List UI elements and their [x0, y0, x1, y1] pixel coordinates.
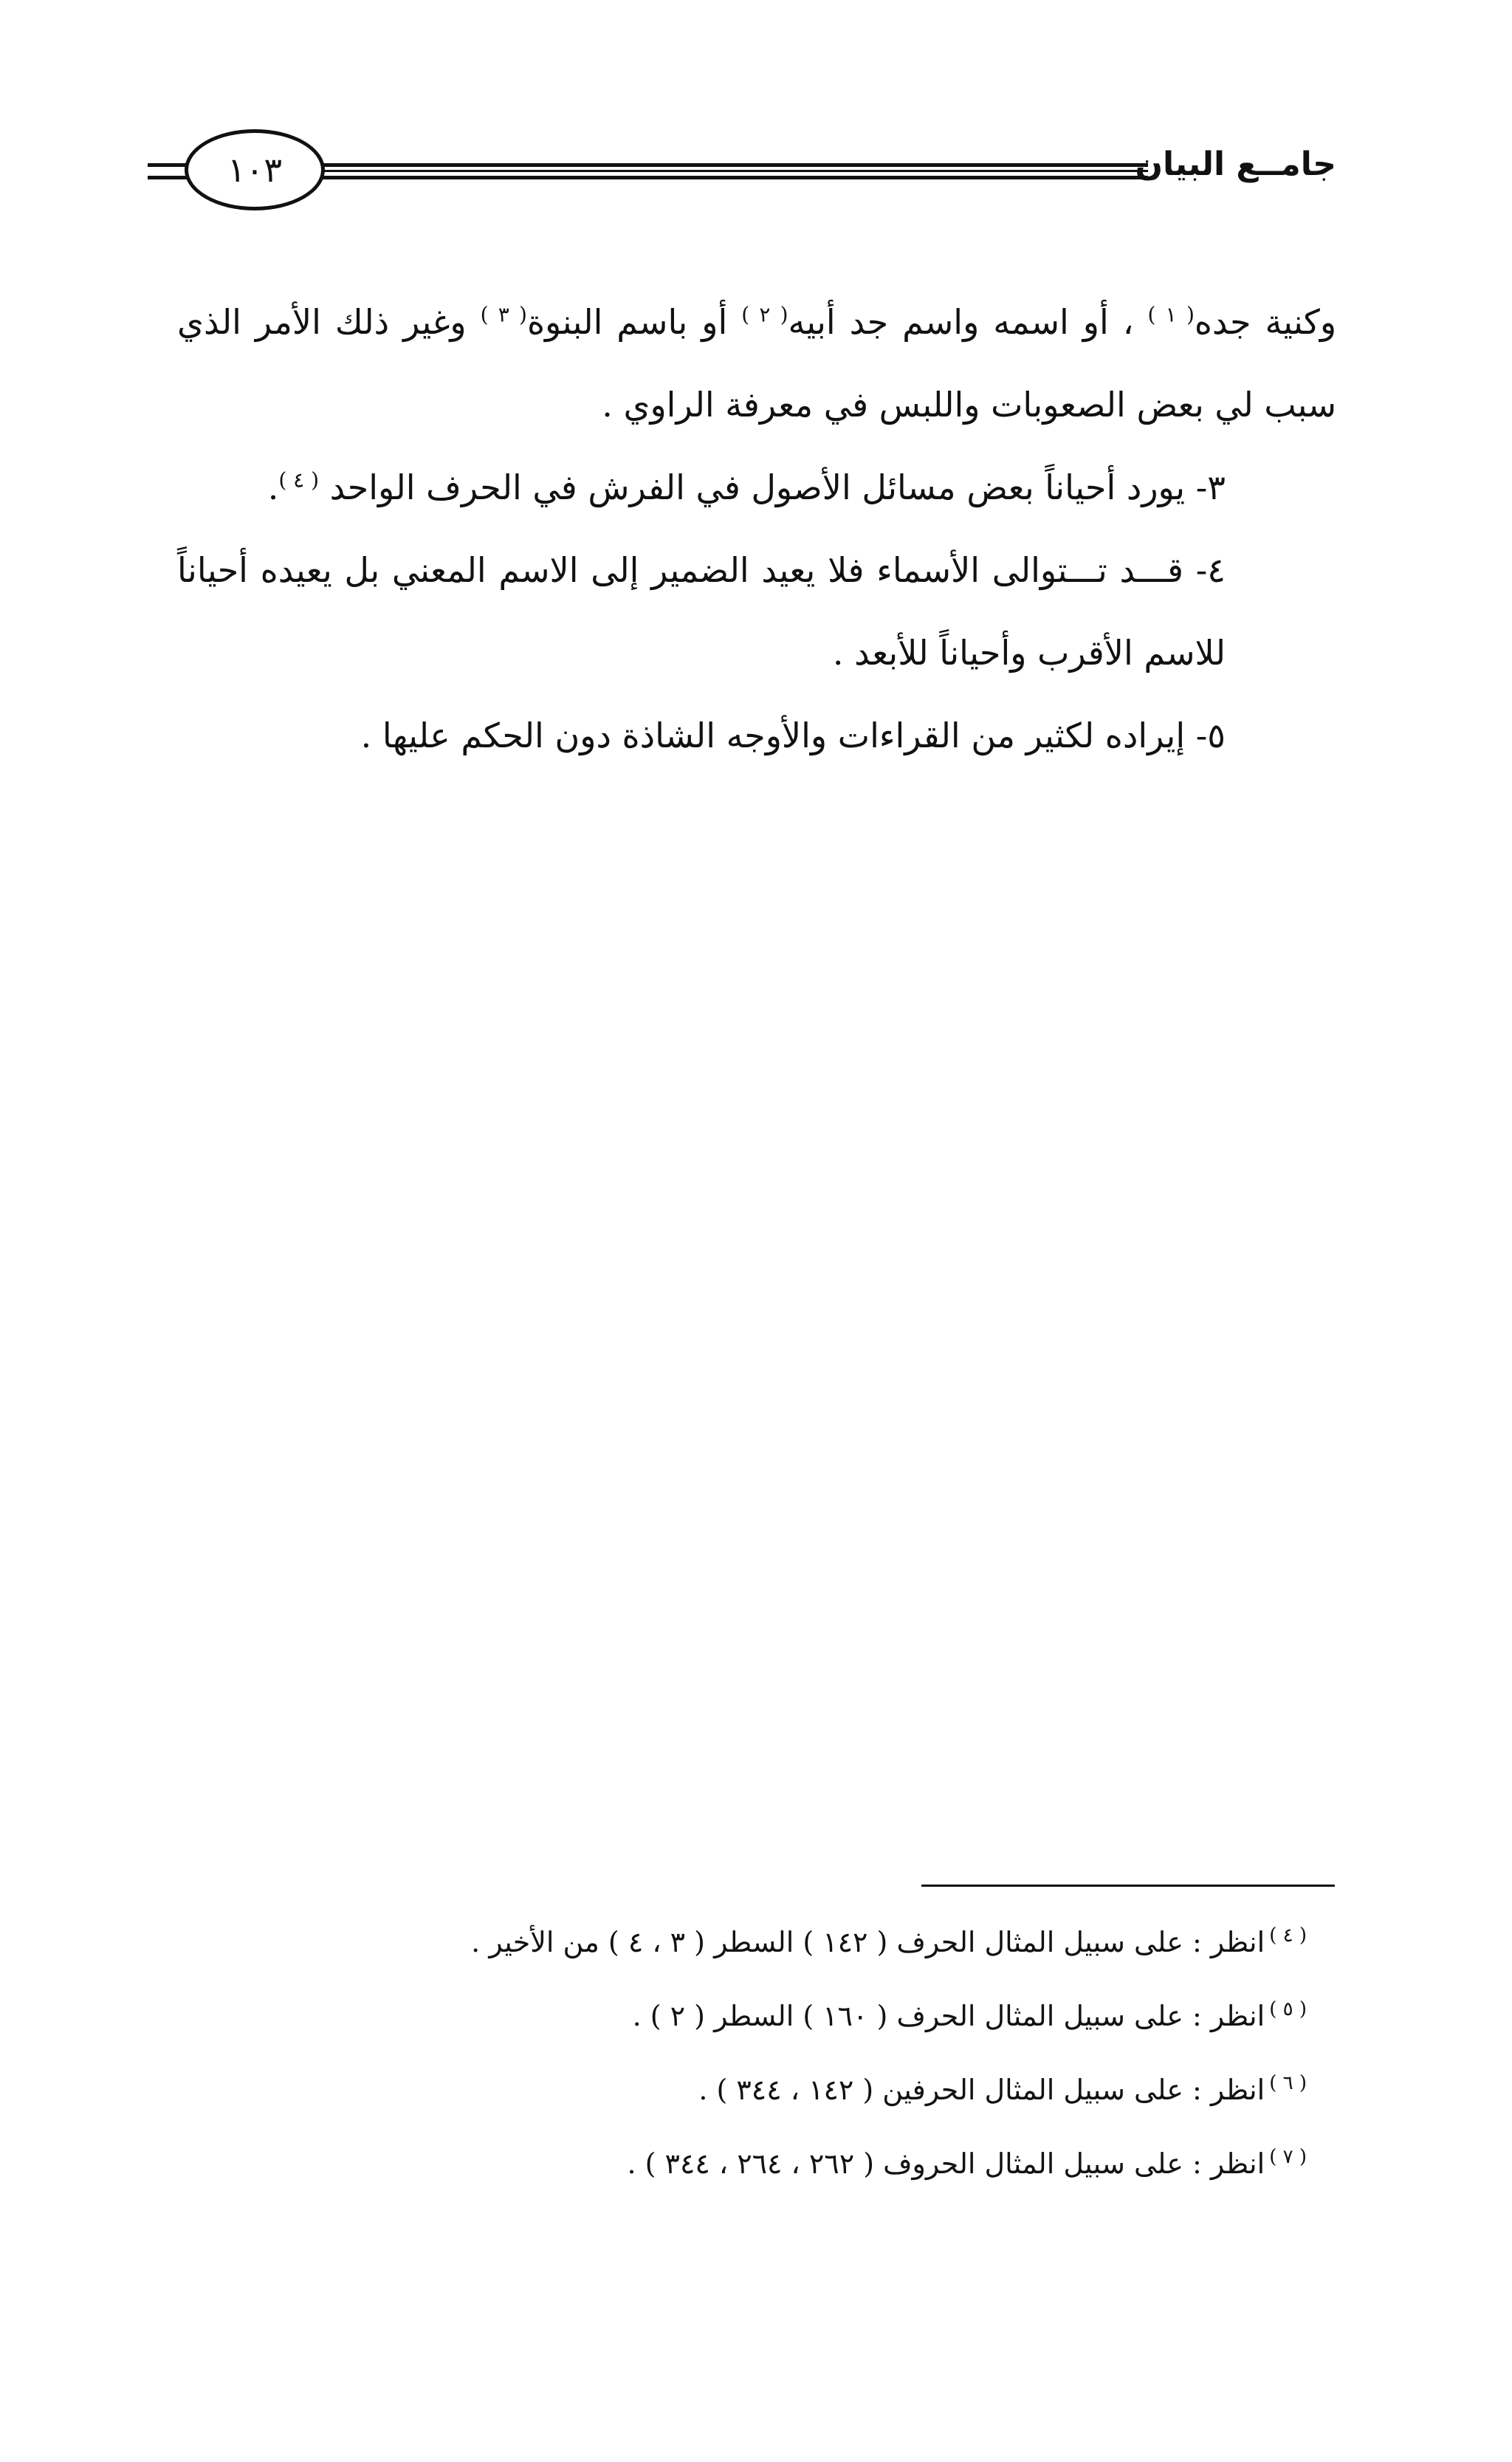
page-header — [148, 129, 1336, 218]
footnote-number: ( ٦ ) — [1269, 2072, 1307, 2095]
footnote — [369, 1979, 1307, 2053]
footnote-number: ( ٥ ) — [1269, 1998, 1307, 2021]
footnotes — [369, 1905, 1307, 2201]
footnote-ref: ( ٣ ) — [480, 302, 527, 327]
list-item-4: ٤- قـــد تـــتوالى الأسماء فلا يعيد الضمير إلى الاسم المعني بل يعيده أحياناً للاسم الأقرب وأحياناً للأبعد . — [177, 550, 1226, 673]
footnote — [369, 2127, 1307, 2201]
footnote-ref: ( ٢ ) — [741, 302, 788, 327]
footnote-separator — [921, 1885, 1335, 1887]
footnote-ref: ( ٤ ) — [278, 467, 320, 493]
running-title: جامــع البيان — [1135, 145, 1336, 183]
body-text — [177, 281, 1336, 777]
paragraph-continuation: وكنية جده$^{( ١ )}$ ، أو اسمه واسم جد أبيه$^{( ٢ )}$ أو باسم البنوة$^{( ٣ )}$ وغير ذلك الأمر الذي سبب لي بعض الصعوبات واللبس في معرفة الراوي . — [177, 302, 1337, 425]
footnote-text: انظر : على سبيل المثال الحرفين ( ١٤٢ ، ٣٤٤ ) . — [698, 2074, 1265, 2106]
list-item-5: ٥- إيراده لكثير من القراءات والأوجه الشاذة دون الحكم عليها . — [360, 716, 1226, 755]
footnote-text: انظر : على سبيل المثال الحرف ( ١٦٠ ) السطر ( ٢ ) . — [632, 2000, 1265, 2032]
page-number: ١٠٣ — [227, 150, 283, 190]
list-item-3: ٣- يورد أحياناً بعض مسائل الأصول في الفرش في الحرف الواحد $^{( ٤ )}$. — [267, 467, 1226, 507]
footnote-text: انظر : على سبيل المثال الحروف ( ٢٦٢ ، ٢٦٤ ، ٣٤٤ ) . — [627, 2147, 1265, 2180]
footnote-number: ( ٧ ) — [1269, 2146, 1307, 2169]
footnote-number: ( ٤ ) — [1269, 1924, 1307, 1947]
header-rule — [295, 163, 1148, 179]
footnote — [369, 1905, 1307, 1979]
footnote-text: انظر : على سبيل المثال الحرف ( ١٤٢ ) السطر ( ٣ ، ٤ ) من الأخير . — [471, 1926, 1265, 1958]
footnote-ref: ( ١ ) — [1147, 302, 1195, 327]
footnote — [369, 2053, 1307, 2127]
page-number-oval — [185, 129, 325, 210]
